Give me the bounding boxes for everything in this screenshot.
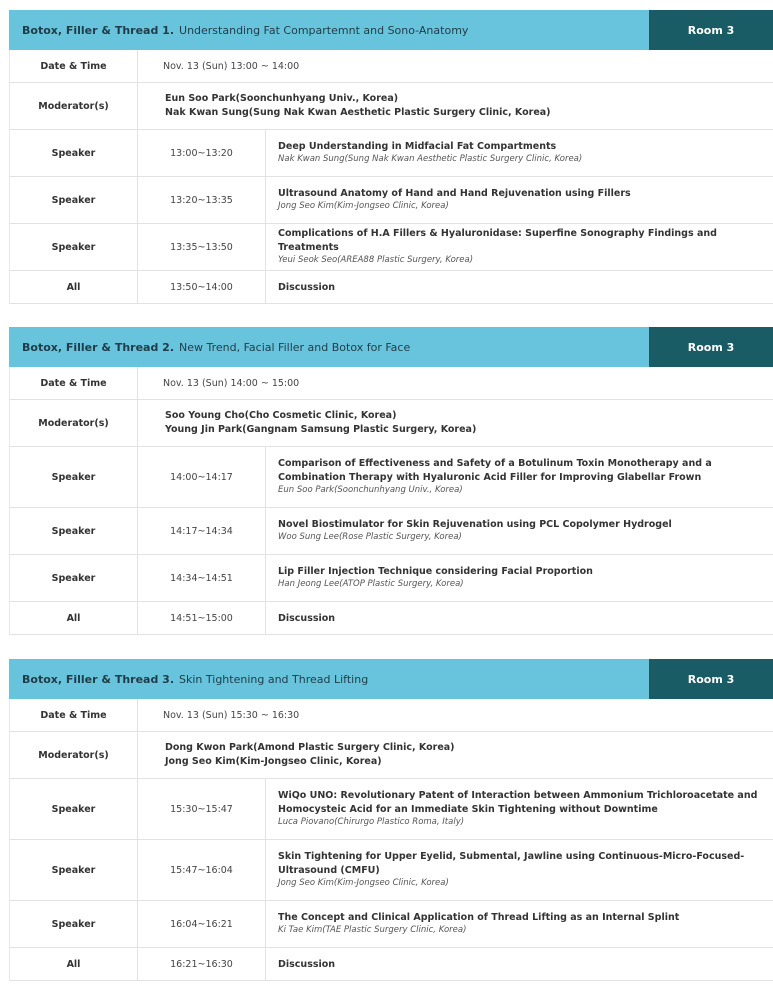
talk-title: Skin Tightening for Upper Eyelid, Submental, Jawline using Continuous-Micro-Focused-Ultrasound (CMFU) [278,851,745,876]
date-label: Date & Time [10,699,138,731]
talk-row [9,555,773,602]
talk-time: 16:21~16:30 [138,948,266,980]
talk-content [266,602,773,634]
talk-row [9,901,773,948]
role-label: Speaker [10,901,138,947]
date-label: Date & Time [10,367,138,399]
talk-title: The Concept and Clinical Application of Thread Lifting as an Internal Splint [278,911,680,923]
talk-speaker: Woo Sung Lee(Rose Plastic Surgery, Korea) [278,532,462,543]
talk-title: Comparison of Effectiveness and Safety of a Botulinum Toxin Monotherapy and a Combination Therapy with Hyaluronic Acid Filler for Improving Glabellar Frown [278,458,712,483]
date-row [9,367,773,400]
session-prefix: Botox, Filler & Thread 2. [22,340,175,354]
talk-content [266,901,773,947]
session-title: New Trend, Facial Filler and Botox for Face [179,340,411,354]
talk-time: 13:35~13:50 [138,224,266,270]
talk-content [266,130,773,176]
session-prefix: Botox, Filler & Thread 1. [22,23,175,37]
talk-title: Complications of H.A Fillers & Hyaluronidase: Superfine Sonography Findings and Treatments [278,228,717,253]
role-label: Speaker [10,130,138,176]
role-label: All [10,271,138,303]
role-label: Speaker [10,447,138,507]
discussion-label: Discussion [278,281,336,293]
date-row [9,699,773,732]
session-title-bar [9,327,649,367]
talk-row [9,177,773,224]
talk-row [9,840,773,901]
moderator-label: Moderator(s) [10,83,138,129]
talk-speaker: Eun Soo Park(Soonchunhyang Univ., Korea) [278,485,463,495]
talk-speaker: Jong Seo Kim(Kim-Jongseo Clinic, Korea) [278,201,449,212]
talk-title: Lip Filler Injection Technique considering Facial Proportion [278,565,593,577]
talk-row [9,447,773,508]
role-label: All [10,948,138,980]
role-label: Speaker [10,177,138,223]
moderator-name: Dong Kwon Park(Amond Plastic Surgery Clinic, Korea) [165,742,455,753]
role-label: Speaker [10,555,138,601]
talk-content [266,224,773,270]
role-label: Speaker [10,508,138,554]
moderator-list [138,400,773,446]
discussion-row [9,948,773,981]
date-label: Date & Time [10,50,138,82]
moderator-label: Moderator(s) [10,400,138,446]
role-label: All [10,602,138,634]
talk-content [266,177,773,223]
talk-content [266,447,773,507]
talk-title: WiQo UNO: Revolutionary Patent of Interaction between Ammonium Trichloroacetate and Homocysteic Acid for an Immediate Skin Tightening without Downtime [278,790,758,815]
talk-title: Novel Biostimulator for Skin Rejuvenation using PCL Copolymer Hydrogel [278,518,672,530]
talk-content [266,840,773,900]
moderator-list [138,732,773,778]
session-2 [9,327,773,635]
moderator-row [9,732,773,779]
talk-time: 14:51~15:00 [138,602,266,634]
session-title: Skin Tightening and Thread Lifting [179,672,369,686]
room-badge: Room 3 [649,10,773,50]
talk-row [9,224,773,271]
talk-time: 15:30~15:47 [138,779,266,839]
room-badge: Room 3 [649,659,773,699]
moderator-list [138,83,773,129]
moderator-name: Nak Kwan Sung(Sung Nak Kwan Aesthetic Plastic Surgery Clinic, Korea) [165,107,551,118]
date-value: Nov. 13 (Sun) 15:30 ~ 16:30 [163,709,300,721]
talk-speaker: Luca Piovano(Chirurgo Plastico Roma, Italy) [278,817,465,827]
moderator-label: Moderator(s) [10,732,138,778]
talk-time: 14:17~14:34 [138,508,266,554]
session-title-bar [9,659,649,699]
moderator-row [9,400,773,447]
talk-content [266,555,773,601]
talk-time: 15:47~16:04 [138,840,266,900]
session-1 [9,10,773,304]
role-label: Speaker [10,779,138,839]
date-value: Nov. 13 (Sun) 13:00 ~ 14:00 [163,60,300,72]
role-label: Speaker [10,224,138,270]
moderator-name: Young Jin Park(Gangnam Samsung Plastic Surgery, Korea) [165,424,477,435]
talk-row [9,779,773,840]
talk-time: 16:04~16:21 [138,901,266,947]
moderator-name: Soo Young Cho(Cho Cosmetic Clinic, Korea) [165,410,397,421]
talk-speaker: Jong Seo Kim(Kim-Jongseo Clinic, Korea) [278,878,449,888]
moderator-name: Jong Seo Kim(Kim-Jongseo Clinic, Korea) [165,756,382,767]
session-header [9,659,773,699]
session-header [9,10,773,50]
talk-time: 14:00~14:17 [138,447,266,507]
moderator-row [9,83,773,130]
talk-speaker: Ki Tae Kim(TAE Plastic Surgery Clinic, Korea) [278,925,467,936]
role-label: Speaker [10,840,138,900]
talk-row [9,130,773,177]
talk-time: 13:20~13:35 [138,177,266,223]
talk-row [9,508,773,555]
talk-speaker: Nak Kwan Sung(Sung Nak Kwan Aesthetic Plastic Surgery Clinic, Korea) [278,154,583,165]
session-prefix: Botox, Filler & Thread 3. [22,672,175,686]
talk-content [266,508,773,554]
session-title-bar [9,10,649,50]
session-header [9,327,773,367]
room-badge: Room 3 [649,327,773,367]
session-title: Understanding Fat Compartemnt and Sono-Anatomy [179,23,469,37]
discussion-row [9,271,773,304]
talk-title: Ultrasound Anatomy of Hand and Hand Rejuvenation using Fillers [278,187,631,199]
talk-time: 13:50~14:00 [138,271,266,303]
talk-time: 13:00~13:20 [138,130,266,176]
talk-content [266,271,773,303]
talk-content [266,779,773,839]
talk-content [266,948,773,980]
session-3 [9,659,773,981]
discussion-row [9,602,773,635]
talk-speaker: Yeui Seok Seo(AREA88 Plastic Surgery, Korea) [278,255,474,265]
discussion-label: Discussion [278,958,336,970]
discussion-label: Discussion [278,612,336,624]
talk-speaker: Han Jeong Lee(ATOP Plastic Surgery, Korea) [278,579,464,590]
talk-title: Deep Understanding in Midfacial Fat Compartments [278,140,557,152]
talk-time: 14:34~14:51 [138,555,266,601]
moderator-name: Eun Soo Park(Soonchunhyang Univ., Korea) [165,93,399,104]
date-row [9,50,773,83]
date-value: Nov. 13 (Sun) 14:00 ~ 15:00 [163,377,300,389]
